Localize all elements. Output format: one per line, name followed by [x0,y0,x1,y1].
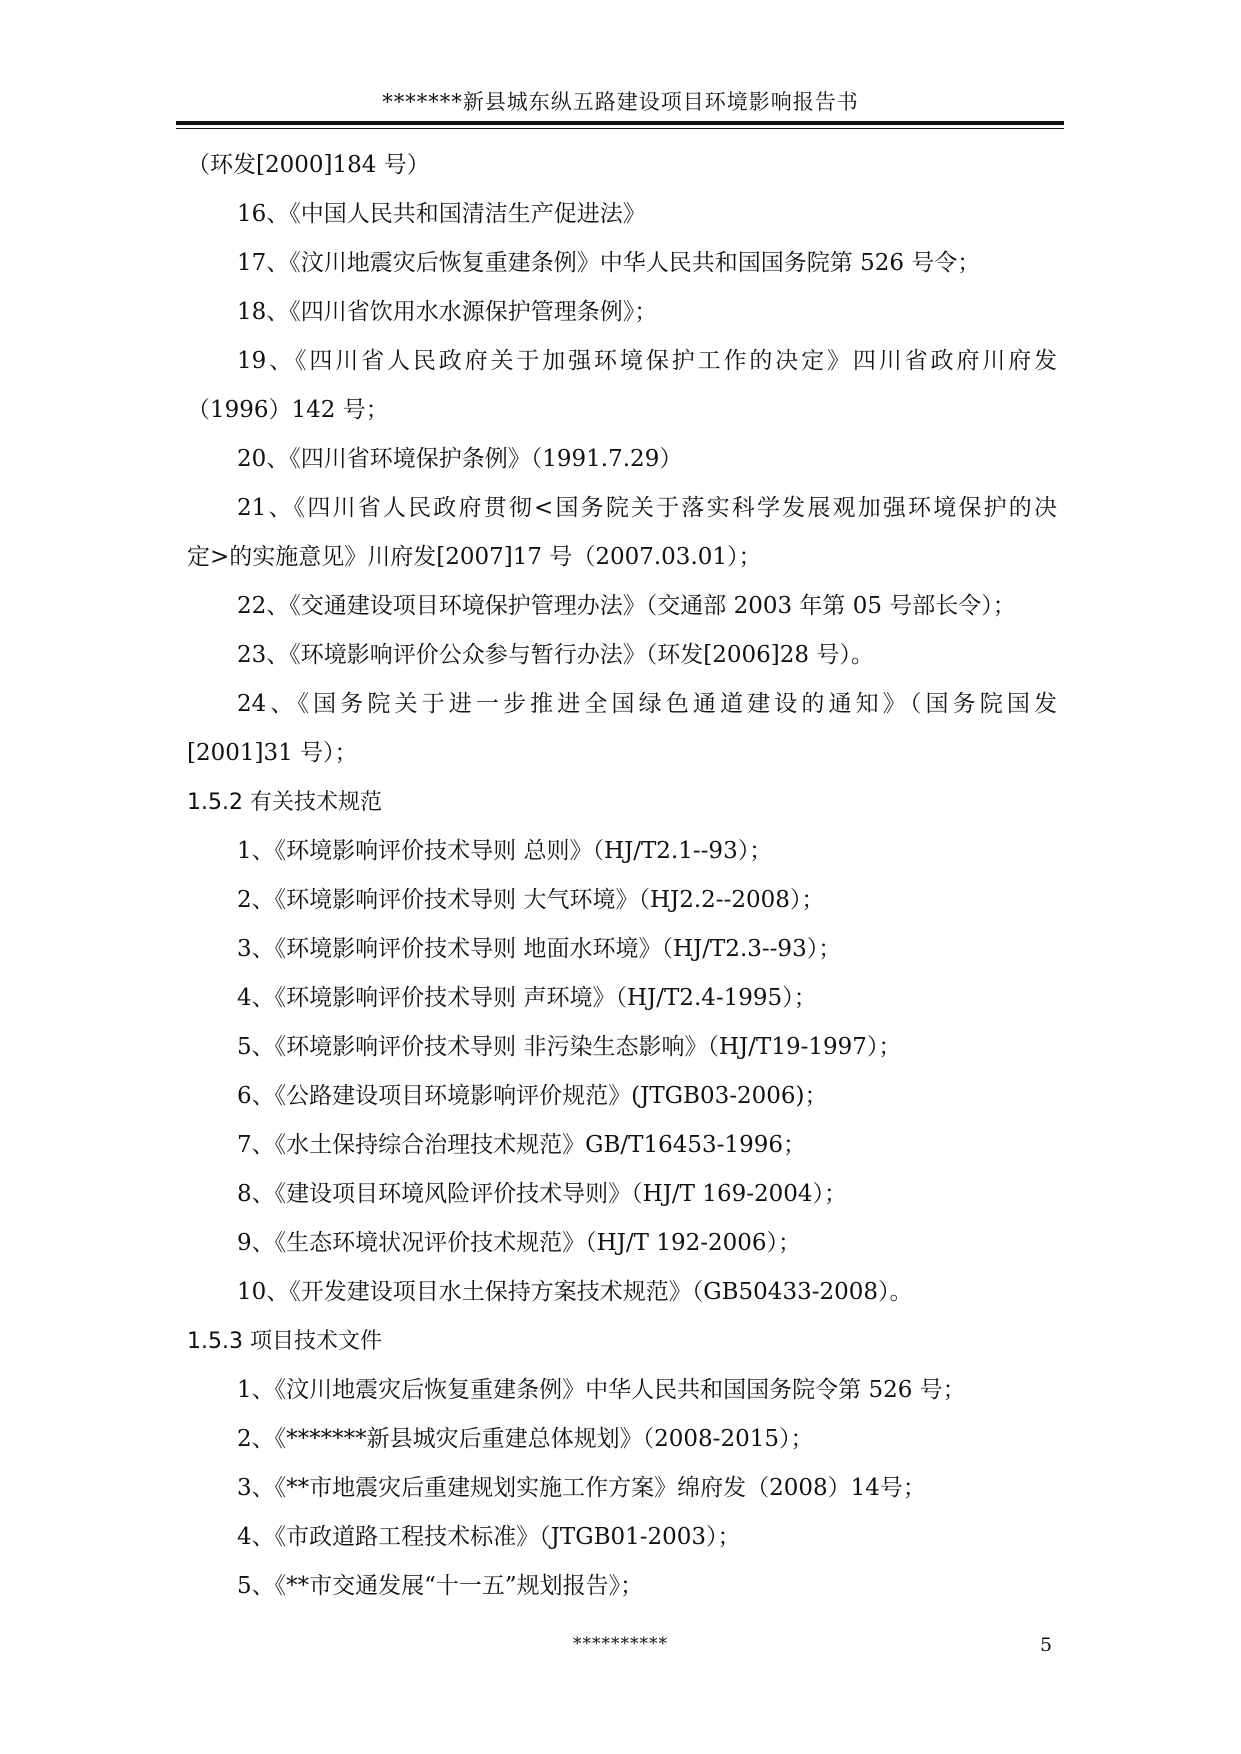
list-item: 1、《汶川地震灾后恢复重建条例》中华人民共和国国务院令第 526 号； [237,1377,966,1403]
list-item: 4、《市政道路工程技术标准》（JTGB01-2003）； [237,1524,741,1550]
list-item: （1996）142 号； [187,397,389,423]
list-item: 5、《环境影响评价技术导则 非污染生态影响》（HJ/T19-1997）； [237,1034,902,1060]
list-item: 2、《环境影响评价技术导则 大气环境》（HJ2.2--2008）； [237,887,825,913]
list-item: 24、《国务院关于进一步推进全国绿色通道建设的通知》（国务院国发 [237,691,1057,717]
header-rule-thin [176,128,1064,129]
list-item: 9、《生态环境状况评价技术规范》（HJ/T 192-2006）； [237,1230,802,1256]
list-item: （环发[2000]184 号） [187,152,430,178]
list-item: 20、《四川省环境保护条例》（1991.7.29） [237,446,683,472]
list-item: 18、《四川省饮用水水源保护管理条例》； [237,299,658,325]
footer-company: ********** [573,1634,668,1654]
list-item: 10、《开发建设项目水土保持方案技术规范》（GB50433-2008）。 [237,1279,913,1305]
list-item: 5、《**市交通发展“十一五”规划报告》； [237,1573,644,1599]
list-item: 3、《**市地震灾后重建规划实施工作方案》绵府发（2008）14号； [237,1475,926,1501]
list-item: 4、《环境影响评价技术导则 声环境》（HJ/T2.4-1995）； [237,985,817,1011]
list-item: 19、《四川省人民政府关于加强环境保护工作的决定》四川省政府川府发 [237,348,1057,374]
list-item: 17、《汶川地震灾后恢复重建条例》中华人民共和国国务院第 526 号令； [237,250,981,276]
list-item: 22、《交通建设项目环境保护管理办法》（交通部 2003 年第 05 号部长令）； [237,593,1016,619]
header-rule-thick [176,121,1064,125]
section-heading: 1.5.2 有关技术规范 [187,790,382,815]
list-item: 1、《环境影响评价技术导则 总则》（HJ/T2.1--93）； [237,838,773,864]
list-item: 3、《环境影响评价技术导则 地面水环境》（HJ/T2.3--93）； [237,936,842,962]
list-item: 8、《建设项目环境风险评价技术导则》（HJ/T 169-2004）； [237,1181,848,1207]
page-number: 5 [1040,1634,1053,1656]
list-item: 21、《四川省人民政府贯彻<国务院关于落实科学发展观加强环境保护的决 [237,495,1057,521]
list-item: 定>的实施意见》川府发[2007]17 号（2007.03.01）； [187,544,762,570]
list-item: 23、《环境影响评价公众参与暂行办法》（环发[2006]28 号）。 [237,642,874,668]
list-item: 2、《*******新县城灾后重建总体规划》（2008-2015）； [237,1426,814,1452]
list-item: 7、《水土保持综合治理技术规范》GB/T16453-1996； [237,1132,806,1158]
document-body [187,141,1057,1611]
running-header-title: *******新县城东纵五路建设项目环境影响报告书 [382,90,859,114]
list-item: 6、《公路建设项目环境影响评价规范》(JTGB03-2006)； [237,1083,828,1109]
list-item: [2001]31 号）； [187,740,358,766]
list-item: 16、《中国人民共和国清洁生产促进法》 [237,201,646,227]
section-heading: 1.5.3 项目技术文件 [187,1329,382,1354]
